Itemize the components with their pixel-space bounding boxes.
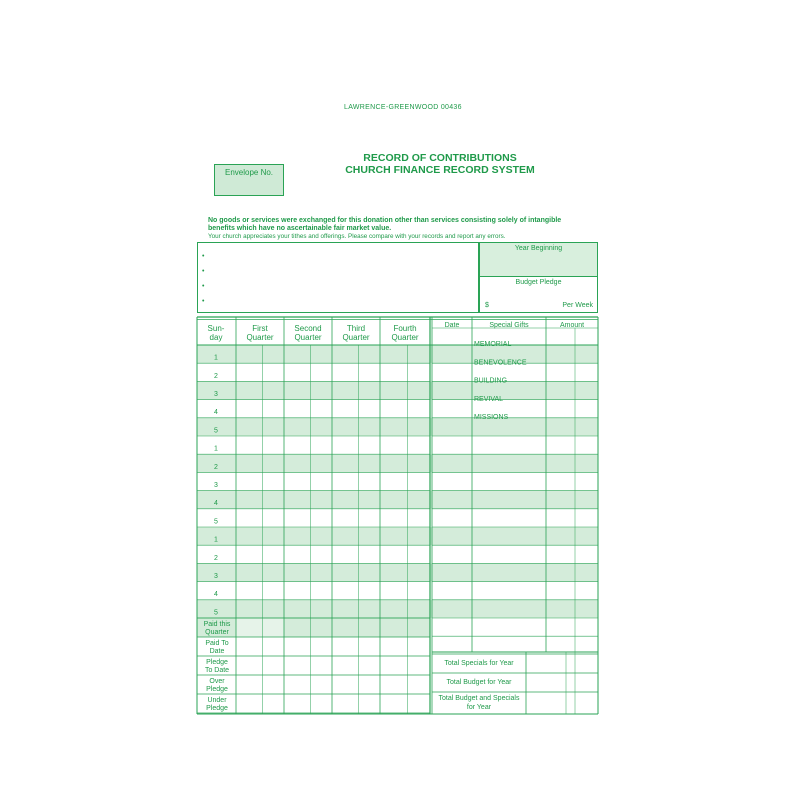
budget-pledge-label: Budget Pledge (515, 279, 562, 286)
quarter-header: Quarter (342, 333, 370, 342)
sunday-number: 3 (214, 481, 218, 489)
gift-label: REVIVAL (474, 395, 504, 403)
row-shade (197, 345, 598, 363)
row-shade (197, 418, 598, 436)
footer-label: Date (209, 648, 225, 655)
gift-label: MISSIONS (474, 414, 509, 421)
footer-label: To Date (204, 667, 230, 674)
footer-label: Paid this (203, 621, 231, 628)
notice-line-2: benefits which have no ascertainable fair market value. (208, 225, 392, 232)
sunday-header: Sun- (207, 324, 225, 333)
footer-label: Paid To (205, 640, 229, 647)
sunday-number: 2 (214, 372, 218, 380)
notice-line-3: Your church appreciates your tithes and offerings. Please compare with your records and report any errors. (208, 233, 506, 240)
quarter-header: Second (294, 324, 322, 333)
quarter-header: Fourth (393, 324, 417, 333)
sunday-number: 2 (214, 554, 218, 562)
form-code: LAWRENCE-GREENWOOD 00436 (344, 104, 462, 111)
row-shade (197, 527, 598, 545)
address-bullet-2: • (202, 268, 205, 275)
sunday-number: 3 (214, 572, 218, 580)
sunday-number: 1 (214, 536, 218, 544)
quarter-header: Quarter (391, 333, 419, 342)
sunday-number: 4 (214, 409, 218, 417)
gift-label: BENEVOLENCE (474, 359, 527, 367)
footer-label: Pledge (206, 705, 228, 712)
row-shade (197, 381, 598, 399)
title-line-2: CHURCH FINANCE RECORD SYSTEM (345, 164, 535, 176)
gift-label: MEMORIAL (474, 341, 512, 349)
row-shade (197, 454, 598, 472)
total-budget-specials-label: for Year (466, 704, 492, 711)
special-gifts-header: Special Gifts (489, 322, 529, 329)
notice-line-1: No goods or services were exchanged for this donation other than services consisting solely of intangible (208, 217, 562, 224)
sunday-header: day (209, 333, 223, 342)
sunday-number: 1 (214, 445, 218, 453)
sunday-number: 4 (214, 591, 218, 599)
per-week-label: Per Week (562, 302, 593, 309)
row-shade (197, 491, 598, 509)
envelope-label: Envelope No. (224, 168, 274, 177)
total-budget-label: Total Budget for Year (446, 679, 512, 686)
date-header: Date (444, 322, 460, 329)
gift-label: BUILDING (474, 377, 508, 385)
row-shade (197, 563, 598, 581)
year-beginning-label: Year Beginning (514, 245, 563, 252)
paid-this-quarter-shade (197, 618, 430, 637)
sunday-number: 4 (214, 500, 218, 508)
sunday-number: 5 (214, 609, 218, 617)
hatched-cell (236, 618, 284, 637)
footer-label: Under (207, 697, 227, 704)
address-bullet-4: • (202, 298, 205, 305)
address-bullet-1: • (202, 253, 205, 260)
total-specials-label: Total Specials for Year (444, 660, 514, 667)
footer-label: Over (209, 678, 225, 685)
quarter-header: Third (346, 324, 366, 333)
quarter-header: Quarter (246, 333, 274, 342)
dollar-sign: $ (485, 302, 489, 309)
quarter-header: First (252, 324, 268, 333)
sunday-number: 1 (214, 354, 218, 362)
footer-label: Quarter (205, 629, 229, 636)
sunday-number: 2 (214, 463, 218, 471)
amount-header: Amount (559, 322, 585, 329)
quarter-header: Quarter (294, 333, 322, 342)
footer-label: Pledge (206, 659, 228, 666)
sunday-number: 3 (214, 390, 218, 398)
sunday-number: 5 (214, 427, 218, 435)
total-budget-specials-label: Total Budget and Specials (438, 695, 520, 702)
address-bullet-3: • (202, 283, 205, 290)
sunday-number: 5 (214, 518, 218, 526)
row-shade (197, 600, 598, 618)
footer-label: Pledge (206, 686, 228, 693)
title-line-1: RECORD OF CONTRIBUTIONS (363, 152, 517, 164)
